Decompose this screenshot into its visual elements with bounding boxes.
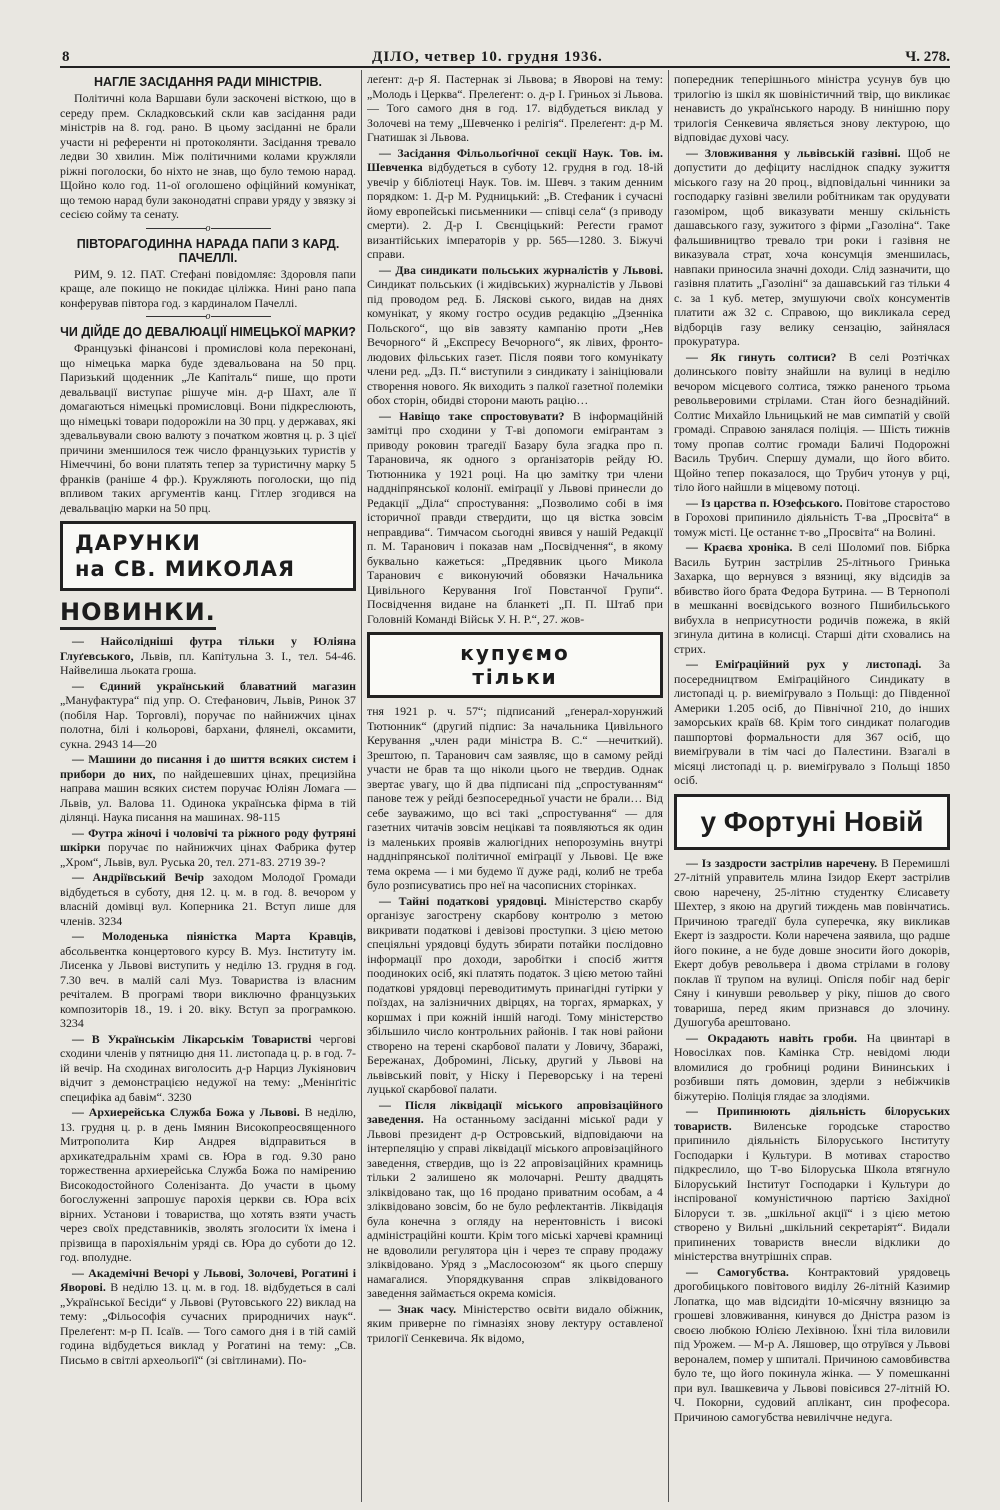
news-item: — Архиерейська Служба Божа у Львові. В неділю, 13. грудня ц. р. в день Імянин Високопреосвященного Митрополита Кир Андрея відправиться в архикатедральнім храмі св. Юра в год. 9.30 рано торжественна архиерейська Служба Божа по намірению Високодостойного Соленізанта. До участи в цьому богослуженні запрошує парохія церкви св. Юра всіх вірних. Установи і товариства, що хотять взяти участь через своїх представників, зволять зголосити їх імена і прізвища в парохіяльнім уряді св. Юра до суботи до 12. год. вполудне. [60, 1105, 356, 1264]
news-item: — Машини до писання і до шиття всяких систем і прибори до них, по найдешевших цінах, прецизійна направа машин всяких систем поручає Юліян Ломага — Львів, ул. Валова 11. Одинока українська фірма в тій ділянці. Наука писання на машинах. 98-115 [60, 752, 356, 824]
ad-line: ДАРУНКИ [75, 531, 201, 555]
news-item: — Самогубства. Контрактовий урядовець дрогобицького повітового виділу 26-літній Казимир Лопатка, що мав відсидіти 10-місячну вязницю за грошеві зловживання, кинувся до Дністра разом із своєю любкою Юлією Лехівною. Їхні тіла виловили під Урожем. — М-р А. Ляшовер, що отруївся у Львові вероналем, помер у шпиталі. Причиною самовбивства було те, що його покинула жінка. — У помешканні при вул. Івашкевича у Львові повісився 27-літній Ю. Ч. Покорни, судовий аплікант, син професора. Причиною самогубства невиліччне недуга. [674, 1264, 950, 1424]
news-item: — Еміґраційний рух у листопаді. За посередництвом Еміґраційного Синдикату в листопаді ц. р. виеміґрувало з Польщі: до Південної Америки 1.205 осіб, до Північної 210, до інших заморських країв 68. Крім того синдикат полагодив пашпортові формальности для 367 осіб, що виеміґрували в тім часі до Палестини. Взагалі в місяці листопаді ц. р. виеміґрувало з Польщі 1850 осіб. [674, 657, 950, 787]
news-item: — В Українськім Лікарськім Товаристві чергові сходини членів у пятницю дня 11. листопада ц. р. в год. 7-ій вечір. На сходинах виголосить д-р Нарциз Лукіянович відчит з демонстрацією недужої на тему: „Менінґітіс специфіка ад бавім“. 3230 [60, 1031, 356, 1104]
news-item: — Краєва хроніка. В селі Шоломиї пов. Бібрка Василь Бутрин застрілив 25-літнього Гринька Захарка, що вернувся з вязниці, яку відсидів за вбивство його брата Федора Бутрина. — В Тернополі в мешканні воєвідського возного Пшибильського вибухла в неприсутности родичів пожежа, в якій згинула дитина в колисці. Старші діти сховались на стрих. [674, 540, 950, 656]
news-item: — Окрадають навіть гроби. На цвинтарі в Новосілках пов. Камінка Стр. невідомі люди вломилися до гробниці родини Вининських і розбивши пять домовин, здерли з небіжчиків біжутерію. Поліція глядає за злодіями. [674, 1030, 950, 1103]
page-number: 8 [62, 49, 70, 65]
article-title: ПІВТОРАГОДИННА НАРАДА ПАПИ З КАРД. ПАЧЕЛЛІ. [76, 236, 340, 265]
advertisement-buy [367, 632, 663, 698]
news-item: — Молоденька піяністка Марта Кравців, абсольвентка концертового курсу В. Муз. Інституту ім. Лисенка у Львові виступить у неділю 13. грудня в год. 7.30 веч. в малій салі Муз. Товариства із власним речіталем. В програмі твори виключно французьких композиторів 18., 19. і 20. віку. Вступ за програмкою. 3234 [60, 929, 356, 1030]
news-items [60, 634, 356, 1367]
news-item: — Як гинуть солтиси? В селі Розтічках долинського повіту знайшли на вулиці в неділю вечором місцевого солтиса, тяжко раненого трьома револьверовими стрілами. Стан його безнадійний. Солтис Михайло Ільницький не мав симпатій у своїй громаді. Справою занялася поліція. — Шість тижнів тому пропав солтис громади Баличі Подорожні Василь Трубич. Спершу думали, що його вбито. Щойно тепер показалося, що Трубич утонув у рці, тіло його найшли в міцевому потоці. [674, 349, 950, 494]
news-item: — Засідання Фільольоґічної секції Наук. Тов. ім. Шевченка відбудеться в суботу 12. грудня в год. 18-ій увечір у бібліотеці Наук. Тов. ім. Шевч. з таким денним порядком: 1. Д-р М. Рудницький: „В. Стефаник і сучасні йому европейські письменники — співці села“ (з приводу смерти). 2. Д-р І. Свєнціцький: Реґести грамот византійських імператорів у рр. 565—1280. 3. Біжучі справи. [367, 145, 663, 261]
advertisement-fortuna: у Фортуні Новій [674, 794, 950, 850]
news-item: — Андріївський Вечір заходом Молодої Громади відбудеться в суботу, дня 12. ц. м. в год. 8. вечором у власній домівці вул. Коперника 21. Вступ лише для членів. 3234 [60, 870, 356, 928]
column-3 [674, 72, 950, 1502]
news-item: — Футра жіночі і чоловічі та ріжного роду футряні шкірки поручає по найнижчих цінах Фабрика футер „Хром“, Львів, вул. Руська 20, тел. 271-83. 2719 39-? [60, 825, 356, 869]
ad-line: на СВ. МИКОЛАЯ [75, 557, 296, 581]
news-item: — Єдиний український блаватний магазин „Мануфактура“ під упр. О. Стефанович, Львів, Ринок 37 (побіля Нар. Торговлі), поручає по найнижчих цінах полотна, білі і кольорові, бархани, флянелі, оксамити, сукна. 2943 14—20 [60, 678, 356, 751]
news-item: — Знак часу. Міністерство освіти видало обіжник, яким приверне по гімназіях знову лектуру оставленої трилогії Сенкевича. Як відомо, [367, 1301, 663, 1345]
header-rule [60, 66, 950, 68]
news-item: — Із заздрости застрілив наречену. В Перемишлі 27-літній управитель млина Ізидор Екерт застрілив свою наречену, 25-літню студентку Єлисавету Шехтер, з якою на другий тиждень мав повінчатись. Причиною трагедії була суперечка, яку викликав Екерт із заздрости. Коли наречена заявила, що радше його покине, а не буде довше зносити його докорів, Екерт добув револьвера і двома стрілами в голову поклав її трупом на вулиці. Опісля побіг над беріг Сяну і кинувши револьвер у ріку, пішов до свого товариша, перед яким признався до злочину. Душогуба арештовано. [674, 855, 950, 1029]
news-item: — Два синдикати польських журналістів у Львові. Синдикат польських (і жидівських) журналістів у Львові під проводом ред. Б. Ляскові ського, видав на днях комунікат, у якому гостро осудив редакцію „Дзенніка Польского“, що вів завзяту кампанію проти „Нев Вечорного“ й „Експресу Вечорного“, як лівих, фронто-людових фільських газет. Після появи того комунікату члени ред. „Дз. П.“ виступили з синдикату і заініціювали створення нового. Як виходить з палкої газетної полеміки обох сторін, обидві сторони мають рацію… [367, 262, 663, 407]
column-divider-2 [668, 70, 669, 1502]
article-text: леґент: д-р Я. Пастернак зі Львова; в Яворові на тему: „Молодь і Церква“. Прелеґент: о. д-р І. Гриньох зі Львова. — Того самого дня в год. 17. відбудеться виклад у Золочеві на тему „Шевченко і релігія“. Прелеґент: д-р М. Гнатишак зі Львова. [367, 72, 663, 144]
column-1 [60, 72, 356, 1502]
ad-line: купуємо [460, 641, 570, 665]
news-item: — Із царства п. Юзефського. Повітове старостово в Горохові припинило діяльність Т-ва „Просвіта“ в томуж місті. Це останнє т-во „Просвіта“ на Волині. [674, 495, 950, 539]
advertisement-gifts [60, 521, 356, 591]
article-title: НАГЛЕ ЗАСІДАННЯ РАДИ МІНІСТРІВ. [93, 75, 323, 89]
issue-number: Ч. 278. [905, 49, 950, 65]
article-text: попередник теперішнього міністра усунув був цю трилогію із шкіл як шовіністичний твір, що викликає ненависть до українського народу. В нинішню пору трилогія Сенкевича являється знову лектурою, що відповідає духові часу. [674, 72, 950, 144]
news-item: — Навіщо таке спростовувати? В інформаційній замітці про сходини у Т-ві допомоги еміґрантам з приводу роковин трагедії Базару була згадка про п. Тарановича, як одного з орґанізаторів рейду Ю. Тютюнника у 1921 році. На цю замітку три члени наддніпрянської колонії. еміґрації у Львові принесли до Редакції „Діла“ спростування: „Позволимо собі в імя історичної правди ствердити, що ця вістка зовсім неправдива“. Тимчасом сьогодні явився у нашій Редакції п. М. Таранович і показав нам „Посвідчення“, в якому буквально кажеться: „Предявник цього Микола Таранович є виконуючий обовязки Начальника Цивільного Керування Ігої Повстанчої Групи“. Посвідчення видане на бланкеті „П. П. Штаб при Головній Команді Військ У. Н. Р.“, 27. жов- [367, 408, 663, 626]
separator: о [60, 311, 356, 322]
separator: о [60, 223, 356, 234]
news-item: — Припинюють діяльність білоруських товариств. Виленське городське староство припинило діяльність Білоруського Інституту Господарки і Культури. В мотивах староство підкреслило, що Т-во Білоруська Школа втягнуло Білоруський Інститут Господарки і Культури до інспірованої комуністичною партією Західної Білоруси т. зв. „шкільної акції“ і з цією метою створено у Вильні „шкільний секретаріят“. Видали припинених товариств внесли відклики до міністерства внутрішніх справ. [674, 1104, 950, 1263]
article-text: тня 1921 р. ч. 57“; підписаний „ґенерал-хорунжий Тютюнник“ (другий підпис: За начальника Цивільного Керування „член ради міністра В. С.“ —нечиткий). Зрештою, п. Таранович сам заявляє, що в самому рейді участи не брав та що ніколи цього не твердив. Однак звертає увагу, що й два підписані під „спростуванням“ панове теж у рейді безпосередньої участи не брали… Від себе зауважимо, що всі такі „спростування“ — для газетних читачів зовсім нецікаві та появляються як один із маленьких проявів жалюгідних непорозумінь внутрі наддніпрянської політичної еміґрації у Львові. Це вже тема окрема — і ми будемо її дуже раді, колиб не треба було розписуватись про неї на часописних сторінках. [367, 704, 663, 892]
page-header [62, 42, 950, 66]
column-divider-1 [361, 70, 362, 1502]
article-text: Політичні кола Варшави були заскочені вісткою, що в середу прем. Складковський скли кав засідання ради міністрів на 8. год. рано. В цьому засіданні не брали участи ні референти ні протоколянти. Засідання тревало ледви 30 хвилин. Між політичними колами кружляли ріжні поголоски, бо ніхто не знав, що було темою нарад. Щойно коло год. 11-ої оголошено офіційний комунікат, що темою нарад були законодатні справи уряду у звязку зі сесією сойму та сенату. [60, 91, 356, 221]
ad-line: тільки [472, 665, 558, 689]
news-item: — Тайні податкові урядовці. Міністерство скарбу організує загострену скарбову контролю з метою викривати податкові і девізові проступки. З цією метою спеціяльні урядовці будуть збирати потайки послідовно інформації про доходи, заробітки і спосіб життя поодиноких осіб, які платять податок. З цією метою тайні податкові урядовці переводитимуть принагідні гутірки у поїздах, на залізничних двірцях, на торгах, ярмарках, у коршмах і при кожній іншій нагоді. Тому міністерство збільшило число контрольних районів. І так нові райони створено на терені скарбової палати у Ловичу, Збаражі, Бережанах, Добромині, Ліську, другий у Львові на львівський повіт, у Ніску і Переворську і на терені луцької скарбової палати. [367, 893, 663, 1096]
news-item: — Зловживання у львівській газівні. Щоб не допустити до дефіциту насліднок спадку зужиття міського газу на 20 проц., відповідальні чинники за господарку газівні звелили робітникам так орудувати газоміром, щоб виказувати меншу скільність дашавського газу, зужитого з фірми „Газоліна“. Таке фальшивництво тревало три роки і газівня не виказувала страт, хоча консумція зменшилась, навпаки приносила значні доходи. Слід зазначити, що газівня платить „Газоліні“ за дашавський газ тільки 4 с. за 1 куб. метер, змушуючи своїх консументів платити аж 32 с. Справою, що викликала серед відборців газу велику сензацію, зайнялася прокуратура. [674, 145, 950, 348]
news-item: — Найсолідніші футра тільки у Юліяна Глуґевського, Львів, пл. Капітульна 3. І., тел. 54-46. Найвелиша льоката гроша. [60, 634, 356, 677]
column-2 [367, 72, 663, 1502]
article-title: ЧИ ДІЙДЕ ДО ДЕВАЛЮАЦІЇ НІМЕЦЬКОЇ МАРКИ? [60, 325, 356, 339]
news-item: — Академічні Вечорі у Львові, Золочеві, Рогатині і Яворові. В неділю 13. ц. м. в год. 18. відбудеться в салі „Української Бесіди“ у Львові (Рутовського 22) виклад на тему: „Фільософія сучасних природничих наук“. Прелеґент: м-р П. Ісаїв. — Того самого дня і в тій самій година відбудеться виклад у Рогатині на тему: „Св. Письмо в світлі археольоґії“ (зі світлинами). По- [60, 1265, 356, 1367]
article-text: РИМ, 9. 12. ПАТ. Стефані повідомляє: Здоровля папи краще, але покищо не покидає ціліжка. Нині рано папа конферував півтора год. з кардиналом Пачеллі. [60, 266, 356, 310]
news-item: — Після ліквідації міського апровізаційного заведення. На останньому засіданні міської ради у Львові президент д-р Островський, відповідаючи на інтерпеляцію у справі ліквідації міського апровізаційного заведення, ствердив, що із 22 апровізаційних крамниць тільки 2 залишено як молочарні. Решту двадцять зліквідовано так, що 16 продано приватним особам, а 4 зліквідовано зовсім, бо не було рефлектантів. Ліквідація була конечна з огляду на нерентовність і високі адміністраційні кошти. Крім того міські харчеві крамниці не вдоволили регулятора цін і через те справу продажу зліквідовано. Уряд з „Маслосоюзом“ як цього спершу намагалися. Упорядкування справ зліквідованого заведення займається окрема комісія. [367, 1097, 663, 1300]
newspaper-title-date: ДІЛО, четвер 10. грудня 1936. [372, 49, 603, 65]
news-section-heading: НОВИНКИ. [60, 597, 216, 630]
article-text: Французькі фінансові і промислові кола переконані, що німецька марка буде здевальована на 50 прц. Паризький щоденник „Ле Капіталь“ пише, що проти девальвації виступає рішуче мін. д-р Шахт, але її домагаються німецькі промисловці. Вони підкреслюють, що німецькі товари подорожіли на 30 прц. у державах, які здевальвували свою валюту з початком жовтня ц. р. З цієї причини зменшилося теж число французьких туристів у Німеччині, бо вони платять тепер за туристичну марку 5 франків (раніше 4 фр.). Кружляють поголоски, що під впливом таких аргументів канц. Гітлер згодився на девальвацію марки на 50 прц. [60, 341, 356, 515]
